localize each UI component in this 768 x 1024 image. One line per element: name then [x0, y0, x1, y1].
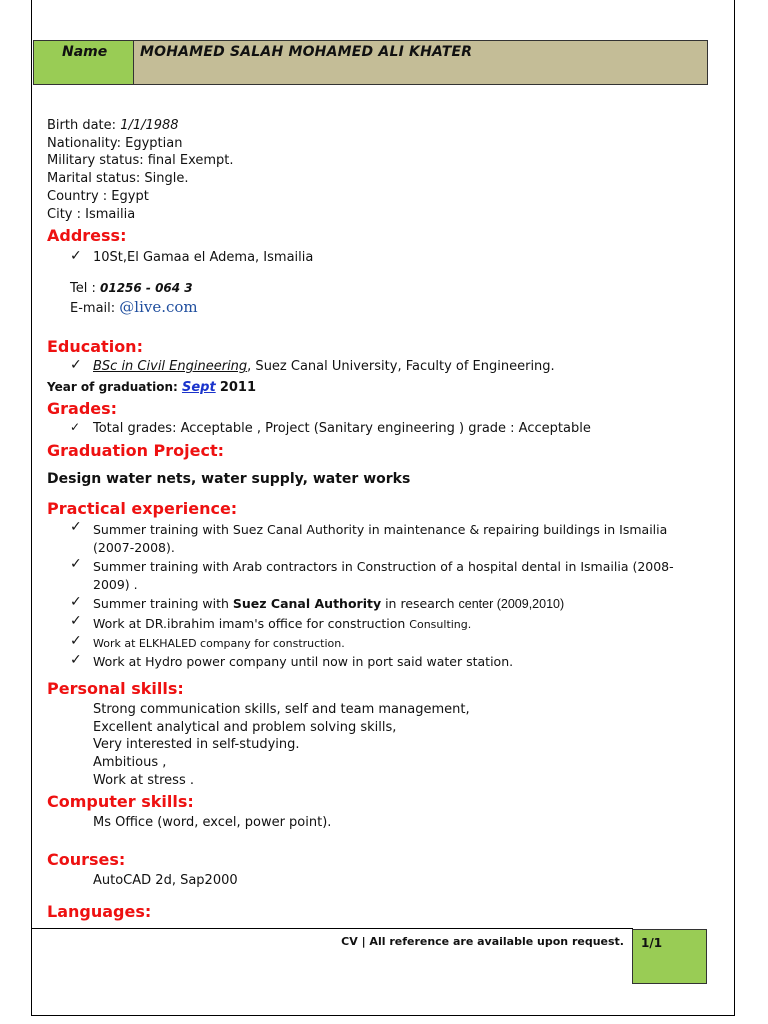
experience-item-6: Work at Hydro power company until now in port said water station.	[93, 654, 514, 669]
check-icon: ✓	[70, 519, 82, 535]
check-icon: ✓	[70, 420, 81, 434]
experience-item-3-b: Suez Canal Authority	[232, 596, 382, 611]
experience-item-3	[93, 596, 564, 612]
address-title: Address:	[47, 226, 127, 245]
personal-skill-item: Excellent analytical and problem solving skills,	[93, 720, 397, 735]
experience-item-4-b: Consulting.	[409, 618, 472, 631]
check-icon: ✓	[70, 633, 82, 649]
experience-item-2: Summer training with Arab contractors in Construction of a hospital dental in Ismailia (2008-	[93, 559, 674, 574]
name-header	[33, 40, 708, 85]
check-icon: ✓	[70, 652, 82, 668]
city: City : Ismailia	[47, 207, 136, 222]
year-value: 2011	[219, 380, 257, 395]
experience-item-3-a: Summer training with	[93, 596, 233, 611]
computer-skills-line: Ms Office (word, excel, power point).	[93, 815, 332, 830]
experience-item-3-d: center (2009,2010)	[458, 597, 565, 611]
name-label: Name	[34, 41, 134, 84]
email	[70, 299, 198, 317]
experience-item-1-cont: (2007-2008).	[93, 540, 175, 555]
marital-status: Marital status: Single.	[47, 171, 189, 186]
education-degree	[93, 359, 555, 375]
year-label: Year of graduation:	[47, 380, 178, 394]
email-value[interactable]: @live.com	[119, 298, 198, 316]
grades-line: Total grades: Acceptable , Project (Sanitary engineering ) grade : Acceptable	[93, 421, 591, 436]
birth-date	[47, 118, 179, 134]
year-month[interactable]: Sept	[181, 380, 216, 395]
page-number: 1/1	[632, 929, 707, 984]
experience-item-3-c: in research	[381, 596, 459, 611]
email-label: E-mail:	[70, 301, 116, 316]
check-icon: ✓	[70, 556, 82, 572]
birth-date-value: 1/1/1988	[120, 118, 179, 133]
personal-skill-item: Strong communication skills, self and team management,	[93, 702, 470, 717]
nationality: Nationality: Egyptian	[47, 136, 183, 151]
name-value: MOHAMED SALAH MOHAMED ALI KHATER	[134, 41, 707, 84]
footer-divider	[31, 928, 633, 929]
courses-title: Courses:	[47, 850, 126, 869]
computer-skills-title: Computer skills:	[47, 792, 194, 811]
experience-title: Practical experience:	[47, 499, 238, 518]
degree-name: BSc in Civil Engineering	[93, 359, 248, 374]
address-line: 10St,El Gamaa el Adema, Ismailia	[93, 250, 314, 265]
country: Country : Egypt	[47, 189, 149, 204]
tel	[70, 280, 193, 297]
languages-title: Languages:	[47, 902, 152, 921]
military-status: Military status: final Exempt.	[47, 153, 234, 168]
check-icon: ✓	[70, 594, 82, 610]
personal-skill-item: Ambitious ,	[93, 755, 167, 770]
experience-item-2-cont: 2009) .	[93, 577, 138, 592]
grades-title: Grades:	[47, 399, 118, 418]
personal-skills-title: Personal skills:	[47, 679, 184, 698]
experience-item-5: Work at ELKHALED company for construction.	[93, 637, 345, 650]
graduation-project-line: Design water nets, water supply, water works	[47, 471, 411, 487]
graduation-year	[47, 379, 256, 396]
personal-skill-item: Work at stress .	[93, 773, 194, 788]
check-icon: ✓	[70, 248, 82, 264]
experience-item-1: Summer training with Suez Canal Authority in maintenance & repairing buildings in Ismailia	[93, 522, 668, 537]
experience-item-4	[93, 616, 471, 633]
check-icon: ✓	[70, 613, 82, 629]
tel-label: Tel :	[70, 281, 96, 296]
birth-date-label: Birth date:	[47, 118, 117, 133]
education-title: Education:	[47, 337, 143, 356]
courses-line: AutoCAD 2d, Sap2000	[93, 873, 238, 888]
experience-item-4-a: Work at DR.ibrahim imam's office for construction	[93, 616, 410, 631]
personal-skill-item: Very interested in self-studying.	[93, 737, 300, 752]
degree-rest: , Suez Canal University, Faculty of Engineering.	[247, 359, 555, 374]
tel-value: 01256 - 064 3	[100, 281, 193, 295]
footer-text: CV | All reference are available upon request.	[341, 935, 624, 948]
graduation-project-title: Graduation Project:	[47, 441, 225, 460]
check-icon: ✓	[70, 357, 82, 373]
